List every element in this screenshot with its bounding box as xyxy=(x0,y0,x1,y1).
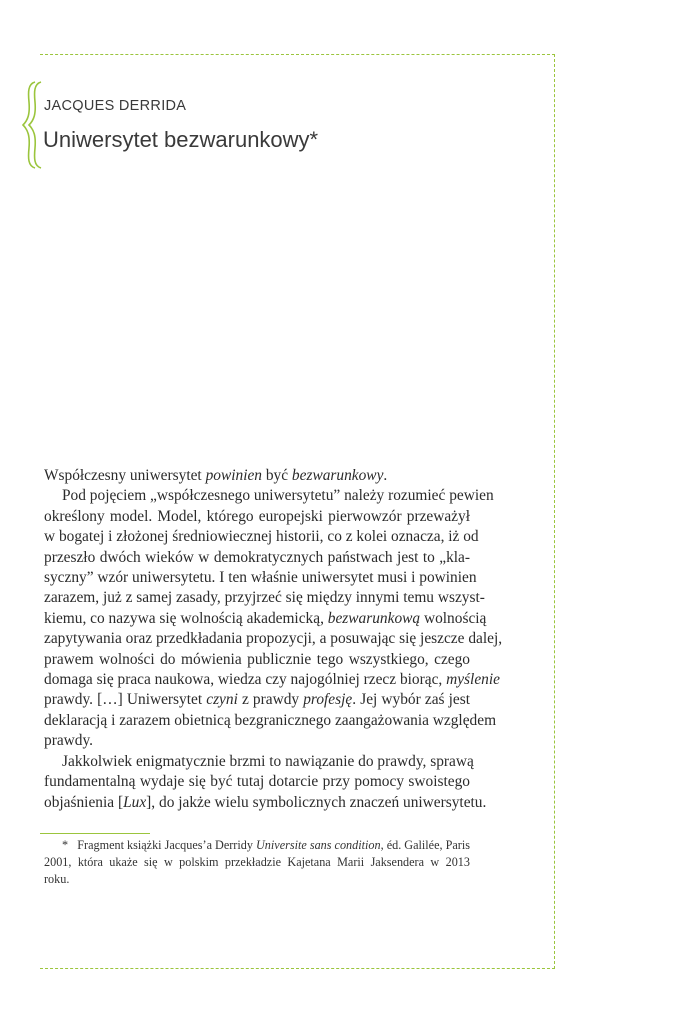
curly-brace-icon xyxy=(22,80,44,170)
frame-bottom-border xyxy=(40,968,555,969)
frame-right-border xyxy=(554,54,555,969)
body-line: określony model. Model, którego europejski pierwowzór przeważył xyxy=(44,507,470,525)
body-line: Współczesny uniwersytet powinien być bezwarunkowy. xyxy=(44,467,388,484)
body-line: Pod pojęciem „współczesnego uniwersytetu” należy rozumieć pewien xyxy=(62,487,494,505)
body-line: fundamentalną wydaje się być tutaj dotarcie przy pomocy swoistego xyxy=(44,773,470,791)
article-title: Uniwersytet bezwarunkowy* xyxy=(43,127,319,152)
body-line: zapytywania oraz przedkładania propozycji, a posuwając się jeszcze dalej, xyxy=(44,630,503,648)
body-line: prawdy. xyxy=(44,732,94,750)
body-line: domaga się praca naukowa, wiedza czy najogólniej rzecz biorąc, myślenie xyxy=(44,671,500,689)
footnote xyxy=(44,837,470,888)
author-name: JACQUES DERRIDA xyxy=(44,98,187,114)
footnote-line: roku. xyxy=(44,872,70,886)
footnote-rule xyxy=(40,833,150,834)
frame-top-border xyxy=(40,54,555,55)
body-line: zarazem, już z samej zasady, przyjrzeć się między innymi temu wszyst- xyxy=(44,589,485,607)
body-line: prawdy. […] Uniwersytet czyni z prawdy profesję. Jej wybór zaś jest xyxy=(44,691,471,709)
body-line: kiemu, co nazywa się wolnością akademicką, bezwarunkową wolnością xyxy=(44,609,487,627)
body-line: w bogatej i złożonej średniowiecznej historii, co z kolei oznacza, iż od xyxy=(44,528,479,546)
footnote-line: * Fragment książki Jacques’a Derridy Universite sans condition, éd. Galilée, Paris xyxy=(62,838,470,852)
body-line: objaśnienia [Lux], do jakże wielu symbolicznych znaczeń uniwersytetu. xyxy=(44,793,487,811)
body-text xyxy=(44,466,503,813)
footnote-line: 2001, która ukaże się w polskim przekładzie Kajetana Marii Jaksendera w 2013 xyxy=(44,855,470,869)
body-line: deklaracją i zarazem obietnicą bezgranicznego zaangażowania względem xyxy=(44,711,497,729)
body-line: Jakkolwiek enigmatycznie brzmi to nawiązanie do prawdy, sprawą xyxy=(62,752,474,770)
body-line: przeszło dwóch wieków w demokratycznych państwach jest to „kla- xyxy=(44,548,470,566)
body-line: prawem wolności do mówienia publicznie tego wszystkiego, czego xyxy=(44,650,470,668)
body-line: syczny” wzór uniwersytetu. I ten właśnie uniwersytet musi i powinien xyxy=(44,569,477,587)
